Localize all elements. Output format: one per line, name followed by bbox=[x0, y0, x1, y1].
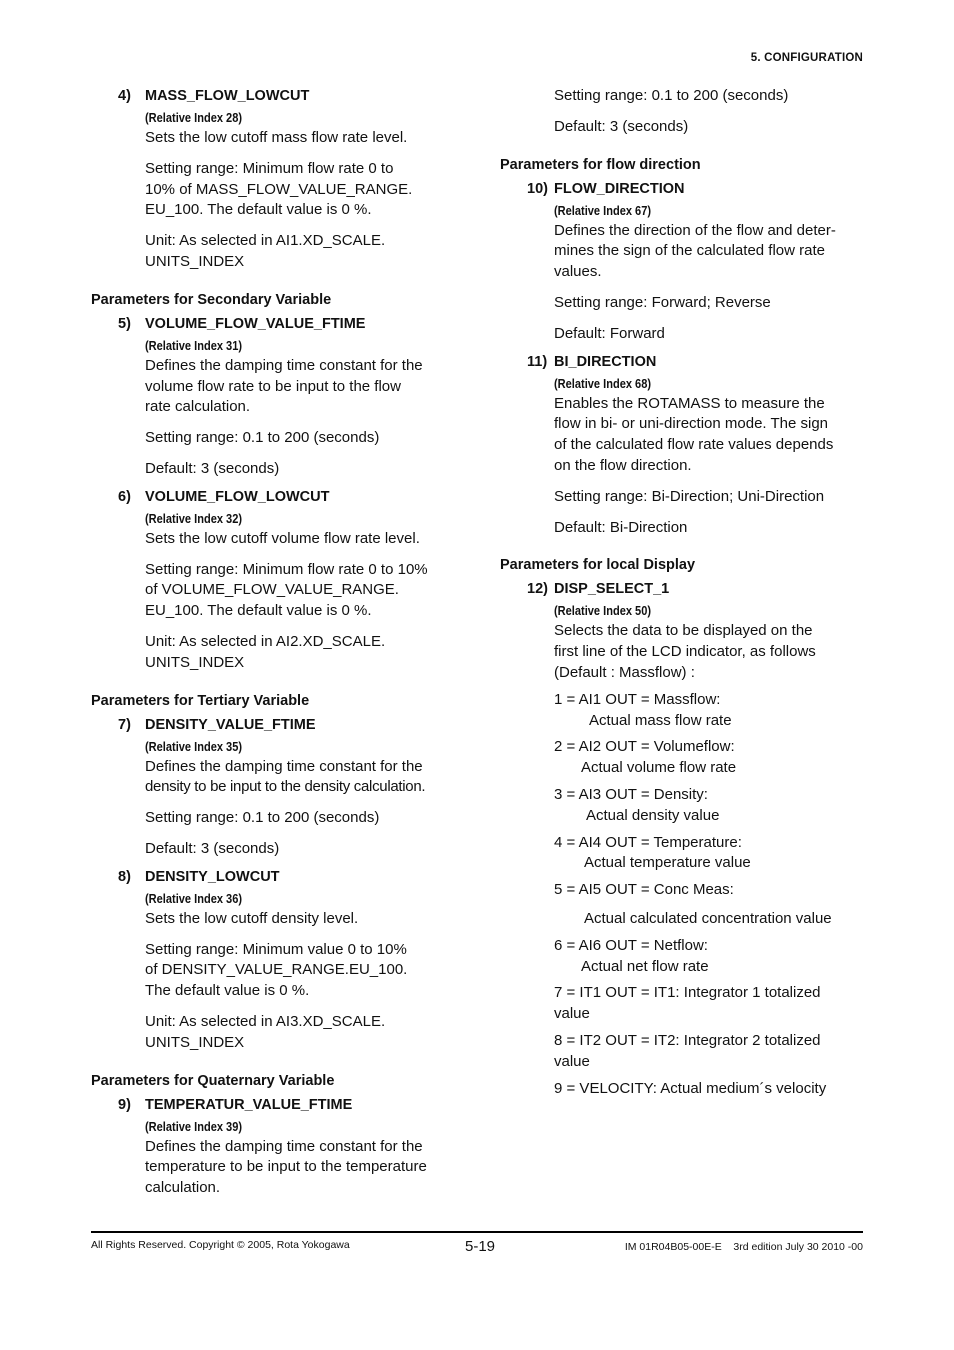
param-body bbox=[500, 600, 870, 1099]
footer-divider bbox=[91, 1231, 863, 1233]
relative-index: (Relative Index 31) bbox=[145, 337, 243, 353]
right-column bbox=[500, 86, 870, 1099]
param-body bbox=[500, 200, 870, 345]
setting-range: Setting range: Minimum value 0 to 10% of DENSITY_VALUE_RANGE.EU_100. The default value is 0 %. bbox=[145, 940, 408, 1000]
page-number: 5-19 bbox=[465, 1238, 496, 1255]
relative-index: (Relative Index 36) bbox=[145, 890, 243, 906]
option-1: 1 = AI1 OUT = Massflow: Actual mass flow rate bbox=[554, 690, 732, 729]
description: Defines the damping time constant for the volume flow rate to be input to the flow rate calculation. bbox=[145, 356, 423, 416]
description: Sets the low cutoff mass flow rate level. bbox=[145, 129, 408, 146]
param-heading: 8) DENSITY_LOWCUT bbox=[118, 868, 280, 885]
param-body bbox=[91, 508, 461, 674]
description: Enables the ROTAMASS to measure the flow in bi- or uni-direction mode. The sign of the calculated flow rate values depends on the flow direction. bbox=[554, 394, 834, 474]
unit: Unit: As selected in AI3.XD_SCALE. UNITS_INDEX bbox=[145, 1012, 386, 1051]
param-heading: 6) VOLUME_FLOW_LOWCUT bbox=[118, 488, 330, 505]
setting-range: Setting range: Minimum flow rate 0 to 10% of VOLUME_FLOW_VALUE_RANGE. EU_100. The default value is 0 %. bbox=[145, 560, 428, 620]
option-4: 4 = AI4 OUT = Temperature: Actual temperature value bbox=[554, 833, 751, 872]
relative-index: (Relative Index 28) bbox=[145, 110, 243, 125]
setting-range: Setting range: 0.1 to 200 (seconds) bbox=[145, 429, 380, 447]
param-heading: 4) MASS_FLOW_LOWCUT bbox=[118, 88, 310, 104]
option-7: 7 = IT1 OUT = IT1: Integrator 1 totalized value bbox=[554, 984, 821, 1023]
description: Sets the low cutoff volume flow rate level. bbox=[145, 529, 420, 547]
default-value: Default: 3 (seconds) bbox=[145, 839, 280, 857]
relative-index: (Relative Index 50) bbox=[554, 603, 652, 619]
option-2: 2 = AI2 OUT = Volumeflow: Actual volume flow rate bbox=[554, 738, 737, 777]
group-heading: Parameters for Tertiary Variable bbox=[91, 692, 310, 709]
option-8: 8 = IT2 OUT = IT2: Integrator 2 totalized value bbox=[554, 1031, 821, 1070]
param-body bbox=[91, 335, 461, 480]
description: Defines the damping time constant for the temperature to be input to the temperature calculation. bbox=[145, 1137, 427, 1197]
setting-range: Setting range: Forward; Reverse bbox=[554, 293, 771, 311]
setting-range: Setting range: 0.1 to 200 (seconds) bbox=[145, 809, 380, 827]
param-body bbox=[91, 107, 461, 273]
default-value: Default: 3 (seconds) bbox=[145, 459, 280, 477]
option-3: 3 = AI3 OUT = Density: Actual density value bbox=[554, 785, 720, 824]
param-body bbox=[91, 888, 461, 1054]
relative-index: (Relative Index 67) bbox=[554, 202, 652, 218]
option-6: 6 = AI6 OUT = Netflow: Actual net flow rate bbox=[554, 936, 709, 975]
default-value: Default: Bi-Direction bbox=[554, 518, 688, 536]
default-value: Default: Forward bbox=[554, 324, 665, 342]
relative-index: (Relative Index 35) bbox=[145, 738, 243, 754]
description: Defines the damping time constant for the density to be input to the density calculation. bbox=[145, 757, 426, 796]
param-heading: 10) FLOW_DIRECTION bbox=[527, 180, 685, 197]
param-heading: 9) TEMPERATUR_VALUE_FTIME bbox=[118, 1096, 353, 1113]
setting-range: Setting range: Bi-Direction; Uni-Direction bbox=[554, 487, 825, 505]
setting-range: Setting range: 0.1 to 200 (seconds) bbox=[554, 87, 789, 104]
relative-index: (Relative Index 39) bbox=[145, 1118, 243, 1134]
param-heading: 12) DISP_SELECT_1 bbox=[527, 581, 670, 598]
relative-index: (Relative Index 68) bbox=[554, 375, 652, 391]
option-5: 5 = AI5 OUT = Conc Meas: bbox=[554, 881, 734, 899]
description: Sets the low cutoff density level. bbox=[145, 909, 359, 927]
unit: Unit: As selected in AI1.XD_SCALE. UNITS_INDEX bbox=[145, 232, 386, 270]
footer-copyright: All Rights Reserved. Copyright © 2005, Rota Yokogawa bbox=[91, 1239, 350, 1251]
param-heading: 7) DENSITY_VALUE_FTIME bbox=[118, 716, 316, 733]
unit: Unit: As selected in AI2.XD_SCALE. UNITS_INDEX bbox=[145, 632, 386, 671]
setting-range: Setting range: Minimum flow rate 0 to 10% of MASS_FLOW_VALUE_RANGE. EU_100. The default value is 0 %. bbox=[145, 159, 413, 219]
footer-doc-id: IM 01R04B05-00E-E 3rd edition July 30 2010 -00 bbox=[624, 1241, 863, 1253]
default-value: Default: 3 (seconds) bbox=[554, 117, 689, 135]
param-body bbox=[91, 1116, 461, 1199]
param-body bbox=[500, 373, 870, 539]
option-9: 9 = VELOCITY: Actual medium´s velocity bbox=[554, 1079, 827, 1097]
section-label: 5. CONFIGURATION bbox=[750, 52, 863, 64]
param-heading: 5) VOLUME_FLOW_VALUE_FTIME bbox=[118, 315, 366, 332]
group-heading: Parameters for flow direction bbox=[500, 156, 701, 173]
group-heading: Parameters for local Display bbox=[500, 557, 696, 574]
relative-index: (Relative Index 32) bbox=[145, 510, 243, 526]
param-heading: 11) BI_DIRECTION bbox=[527, 353, 657, 370]
param-body bbox=[91, 736, 461, 860]
left-column bbox=[91, 86, 461, 1199]
group-heading: Parameters for Quaternary Variable bbox=[91, 1072, 335, 1089]
description: Defines the direction of the flow and deter- mines the sign of the calculated flow rate values. bbox=[554, 221, 836, 281]
group-heading: Parameters for Secondary Variable bbox=[91, 291, 332, 308]
continued-body bbox=[500, 86, 870, 138]
description: Selects the data to be displayed on the first line of the LCD indicator, as follows (Default : Massflow) : bbox=[554, 622, 816, 681]
option-5-detail: Actual calculated concentration value bbox=[584, 909, 832, 927]
